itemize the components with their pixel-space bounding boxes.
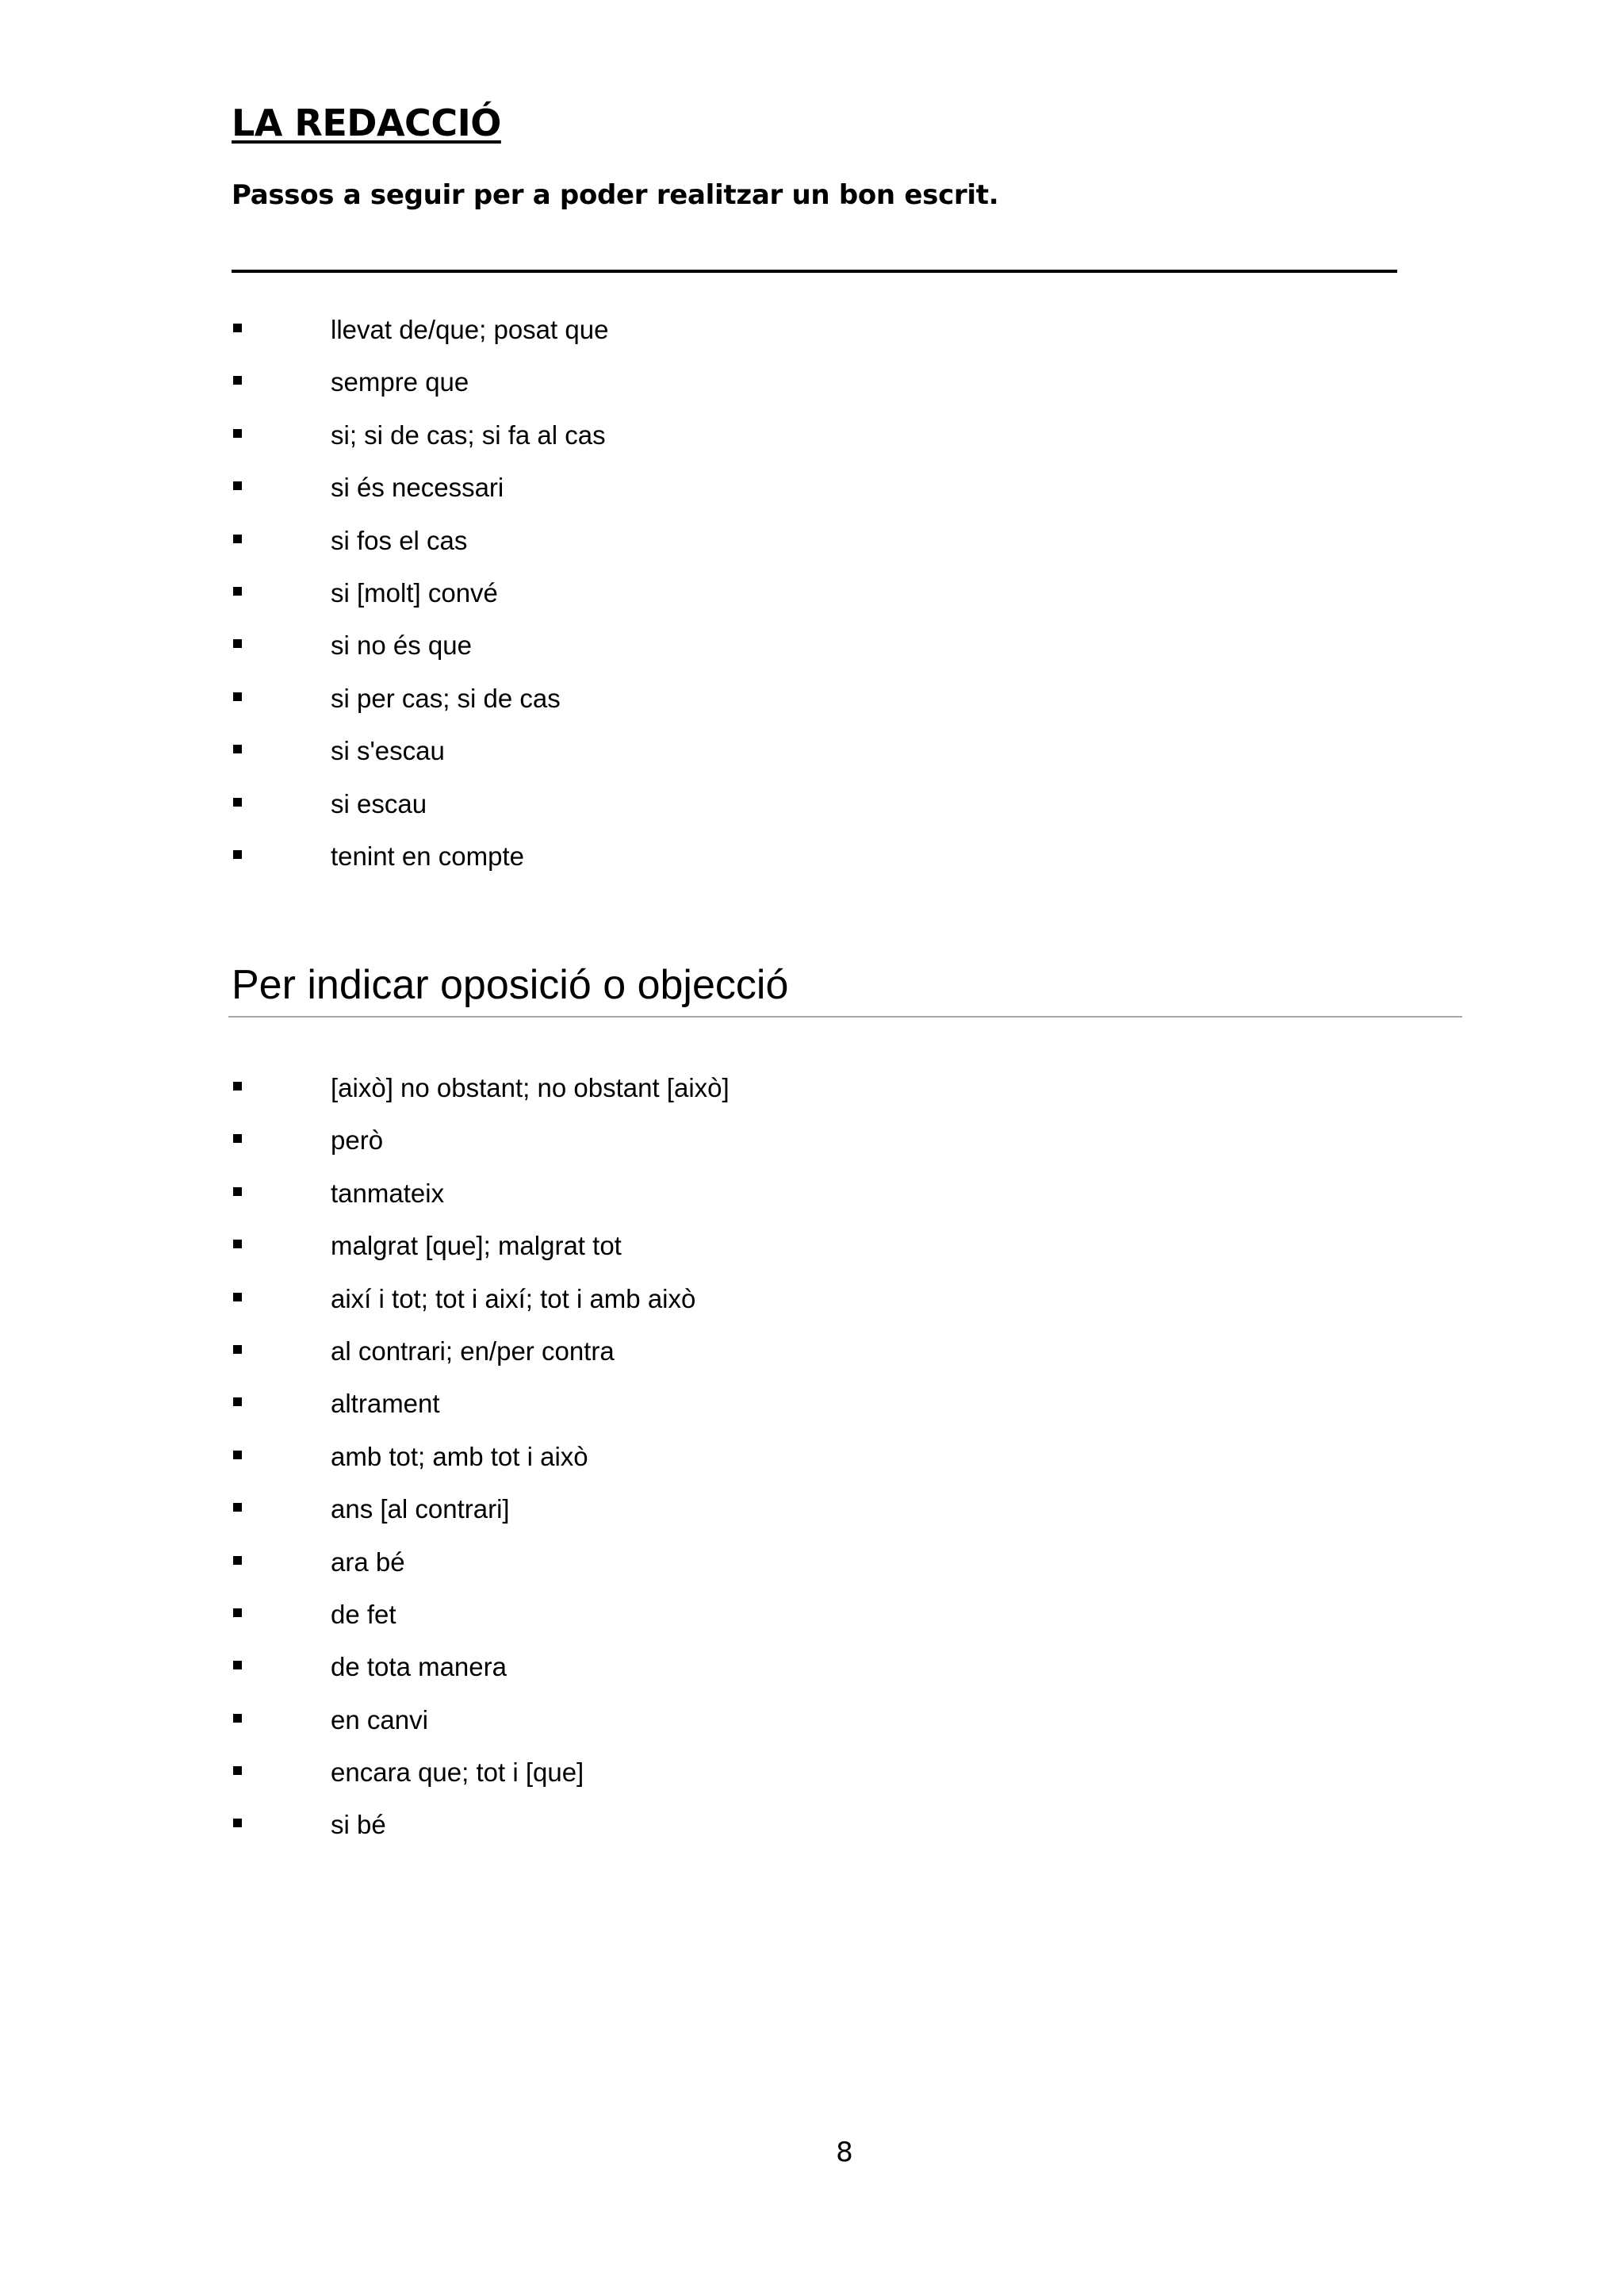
square-bullet-icon (233, 1766, 242, 1775)
section-heading: Per indicar oposició o objecció (232, 962, 789, 1008)
square-bullet-icon (233, 850, 242, 859)
list-item-text: en canvi (331, 1704, 428, 1734)
square-bullet-icon (233, 1293, 242, 1301)
list-item-text: si [molt] convé (331, 577, 498, 608)
list-item-text: si s'escau (331, 736, 445, 766)
list-item-text: si escau (331, 788, 427, 818)
list-item-text: amb tot; amb tot i això (331, 1441, 588, 1471)
list-item-text: tenint en compte (331, 841, 524, 871)
square-bullet-icon (233, 1608, 242, 1617)
square-bullet-icon (233, 535, 242, 543)
square-bullet-icon (233, 692, 242, 701)
list-item-text: si per cas; si de cas (331, 683, 561, 713)
list-item-text: malgrat [que]; malgrat tot (331, 1231, 622, 1261)
list-item-text: llevat de/que; posat que (331, 315, 609, 344)
list-item-text: però (331, 1125, 384, 1156)
list-item-text: al contrari; en/per contra (331, 1336, 615, 1366)
square-bullet-icon (233, 1451, 242, 1459)
list-item-text: de fet (331, 1599, 396, 1629)
page-subtitle: Passos a seguir per a poder realitzar un bon escrit. (232, 179, 999, 211)
square-bullet-icon (233, 1661, 242, 1669)
square-bullet-icon (233, 798, 242, 807)
square-bullet-icon (233, 324, 242, 332)
square-bullet-icon (233, 745, 242, 753)
square-bullet-icon (233, 1240, 242, 1248)
top-divider (232, 270, 1397, 273)
square-bullet-icon (233, 376, 242, 385)
list-item-text: encara que; tot i [que] (331, 1757, 584, 1788)
list-item-text: altrament (331, 1389, 440, 1419)
list-item-text: [això] no obstant; no obstant [això] (331, 1073, 730, 1102)
page-number: 8 (836, 2137, 853, 2168)
list-item-text: si fos el cas (331, 525, 468, 555)
square-bullet-icon (233, 1714, 242, 1723)
section-divider (228, 1016, 1462, 1018)
square-bullet-icon (233, 481, 242, 490)
list-item-text: si no és que (331, 631, 472, 661)
square-bullet-icon (233, 1187, 242, 1196)
list-item-text: sempre que (331, 367, 469, 397)
square-bullet-icon (233, 429, 242, 438)
list-item-text: ans [al contrari] (331, 1494, 510, 1524)
square-bullet-icon (233, 587, 242, 596)
list-item-text: així i tot; tot i així; tot i amb això (331, 1283, 696, 1313)
list-item-text: si és necessari (331, 473, 504, 503)
square-bullet-icon (233, 1556, 242, 1565)
list-item-text: de tota manera (331, 1652, 507, 1682)
list-item-text: si; si de cas; si fa al cas (331, 420, 606, 450)
square-bullet-icon (233, 639, 242, 648)
list-item-text: ara bé (331, 1547, 405, 1577)
square-bullet-icon (233, 1082, 242, 1091)
page-title: LA REDACCIÓ (232, 102, 501, 144)
square-bullet-icon (233, 1134, 242, 1143)
square-bullet-icon (233, 1503, 242, 1512)
square-bullet-icon (233, 1397, 242, 1406)
list-item-text: tanmateix (331, 1178, 445, 1208)
square-bullet-icon (233, 1819, 242, 1827)
square-bullet-icon (233, 1345, 242, 1354)
list-item-text: si bé (331, 1810, 386, 1840)
